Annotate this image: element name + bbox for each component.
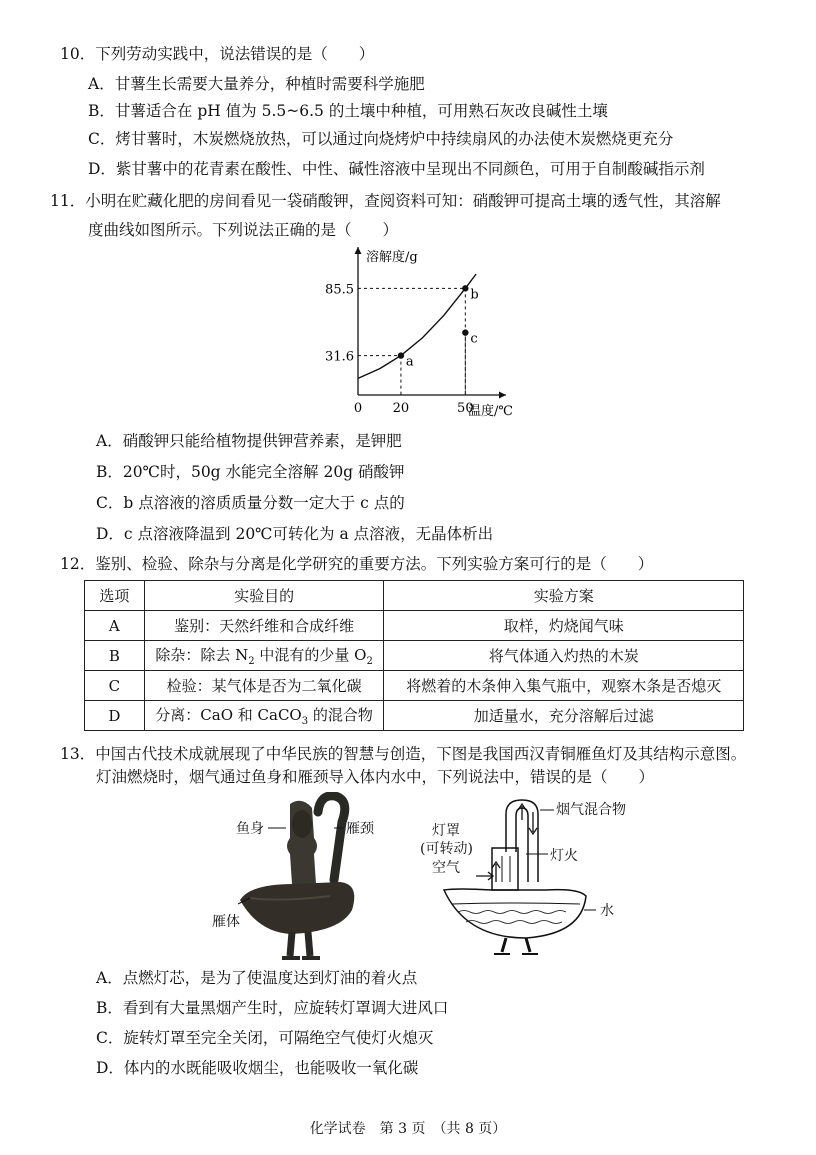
row-plan: 取样，灼烧闻气味 bbox=[384, 611, 744, 641]
row-plan: 加适量水，充分溶解后过滤 bbox=[384, 701, 744, 731]
row-option: A bbox=[85, 611, 145, 641]
q11-stem-line1: 11．小明在贮藏化肥的房间看见一袋硝酸钾，查阅资料可知：硝酸钾可提高土壤的透气性，其溶解 bbox=[50, 192, 721, 210]
row-plan: 将燃着的木条伸入集气瓶中，观察木条是否熄灭 bbox=[384, 671, 744, 701]
solubility-curve bbox=[358, 274, 479, 378]
q10-option-a: A．甘薯生长需要大量养分，种植时需要科学施肥 bbox=[88, 75, 425, 93]
row-purpose: 分离：CaO 和 CaCO$_3$ 的混合物 bbox=[144, 701, 384, 731]
table-header-row bbox=[85, 581, 744, 611]
q11-option-c: C．b 点溶液的溶质质量分数一定大于 c 点的 bbox=[96, 494, 405, 512]
q10-option-c: C．烤甘薯时，木炭燃烧放热，可以通过向烧烤炉中持续扇风的办法使木炭燃烧更充分 bbox=[88, 130, 674, 148]
label-goose-neck: 雁颈 bbox=[346, 821, 374, 837]
y-tick-label: 85.5 bbox=[325, 282, 354, 298]
q11-option-a: A．硝酸钾只能给植物提供钾营养素，是钾肥 bbox=[96, 432, 402, 450]
header-option: 选项 bbox=[85, 581, 145, 611]
q13-option-d: D．体内的水既能吸收烟尘，也能吸收一氧化碳 bbox=[96, 1059, 419, 1077]
q10-stem: 10．下列劳动实践中，说法错误的是（ ） bbox=[60, 45, 375, 63]
header-purpose: 实验目的 bbox=[144, 581, 384, 611]
label-air: 空气 bbox=[432, 860, 460, 876]
label-fire: 灯火 bbox=[550, 848, 578, 864]
x-tick-label: 0 bbox=[353, 401, 363, 416]
q13-option-a: A．点燃灯芯，是为了使温度达到灯油的着火点 bbox=[96, 969, 418, 987]
row-plan: 将气体通入灼热的木炭 bbox=[384, 641, 744, 671]
table-row bbox=[85, 641, 744, 671]
table-row bbox=[85, 701, 744, 731]
point-label-c: c bbox=[470, 331, 478, 347]
row-purpose: 检验：某气体是否为二氧化碳 bbox=[144, 671, 384, 701]
row-option: D bbox=[85, 701, 145, 731]
data-point-b bbox=[462, 285, 468, 291]
q10-option-b: B．甘薯适合在 pH 值为 5.5~6.5 的土壤中种植，可用熟石灰改良碱性土壤 bbox=[88, 102, 608, 120]
point-label-b: b bbox=[470, 287, 479, 303]
y-axis-arrow bbox=[355, 247, 362, 254]
label-smoke-mixture: 烟气混合物 bbox=[556, 802, 626, 818]
label-water: 水 bbox=[600, 903, 614, 919]
data-point-a bbox=[398, 352, 404, 358]
q12-stem: 12．鉴别、检验、除杂与分离是化学研究的重要方法。下列实验方案可行的是（ ） bbox=[60, 555, 654, 573]
q13-stem-line1: 13．中国古代技术成就展现了中华民族的智慧与创造，下图是我国西汉青铜雁鱼灯及其结构示意图。 bbox=[60, 745, 747, 763]
row-option: B bbox=[85, 641, 145, 671]
row-purpose: 除杂：除去 $N_2$ 中混有的少量 $O_2$ bbox=[144, 641, 384, 671]
label-rotatable: (可转动) bbox=[420, 841, 473, 857]
data-point-c bbox=[462, 329, 468, 335]
label-lamp-shade: 灯罩 bbox=[432, 823, 460, 839]
y-axis-label: 溶解度/g bbox=[366, 250, 418, 265]
label-goose-body: 雁体 bbox=[212, 914, 240, 930]
x-tick-label: 20 bbox=[392, 401, 410, 416]
solubility-chart bbox=[320, 245, 520, 425]
q13-stem-line2: 灯油燃烧时，烟气通过鱼身和雁颈导入体内水中，下列说法中，错误的是（ ） bbox=[96, 768, 655, 786]
x-axis-label: 温度/℃ bbox=[468, 404, 513, 419]
page-footer: 化学试卷 第 3 页 （共 8 页） bbox=[309, 1121, 507, 1137]
label-fish-body: 鱼身 bbox=[236, 821, 264, 837]
q11-stem-line2: 度曲线如图所示。下列说法正确的是（ ） bbox=[88, 221, 399, 239]
experiment-table bbox=[84, 580, 744, 731]
table-row bbox=[85, 671, 744, 701]
header-plan: 实验方案 bbox=[384, 581, 744, 611]
point-label-a: a bbox=[405, 354, 414, 370]
q11-option-d: D．c 点溶液降温到 20℃可转化为 a 点溶液，无晶体析出 bbox=[96, 525, 494, 543]
q13-option-b: B．看到有大量黑烟产生时，应旋转灯罩调大进风口 bbox=[96, 999, 449, 1017]
row-purpose: 鉴别：天然纤维和合成纤维 bbox=[144, 611, 384, 641]
q11-option-b: B．20℃时，50g 水能完全溶解 20g 硝酸钾 bbox=[96, 463, 405, 481]
y-tick-label: 31.6 bbox=[325, 349, 354, 365]
q10-option-d: D．紫甘薯中的花青素在酸性、中性、碱性溶液中呈现出不同颜色，可用于自制酸碱指示剂 bbox=[88, 160, 705, 178]
row-option: C bbox=[85, 671, 145, 701]
q13-option-c: C．旋转灯罩至完全关闭，可隔绝空气使灯火熄灭 bbox=[96, 1029, 434, 1047]
table-row bbox=[85, 611, 744, 641]
x-tick-label: 50 bbox=[457, 401, 474, 416]
x-axis-arrow bbox=[499, 392, 506, 399]
